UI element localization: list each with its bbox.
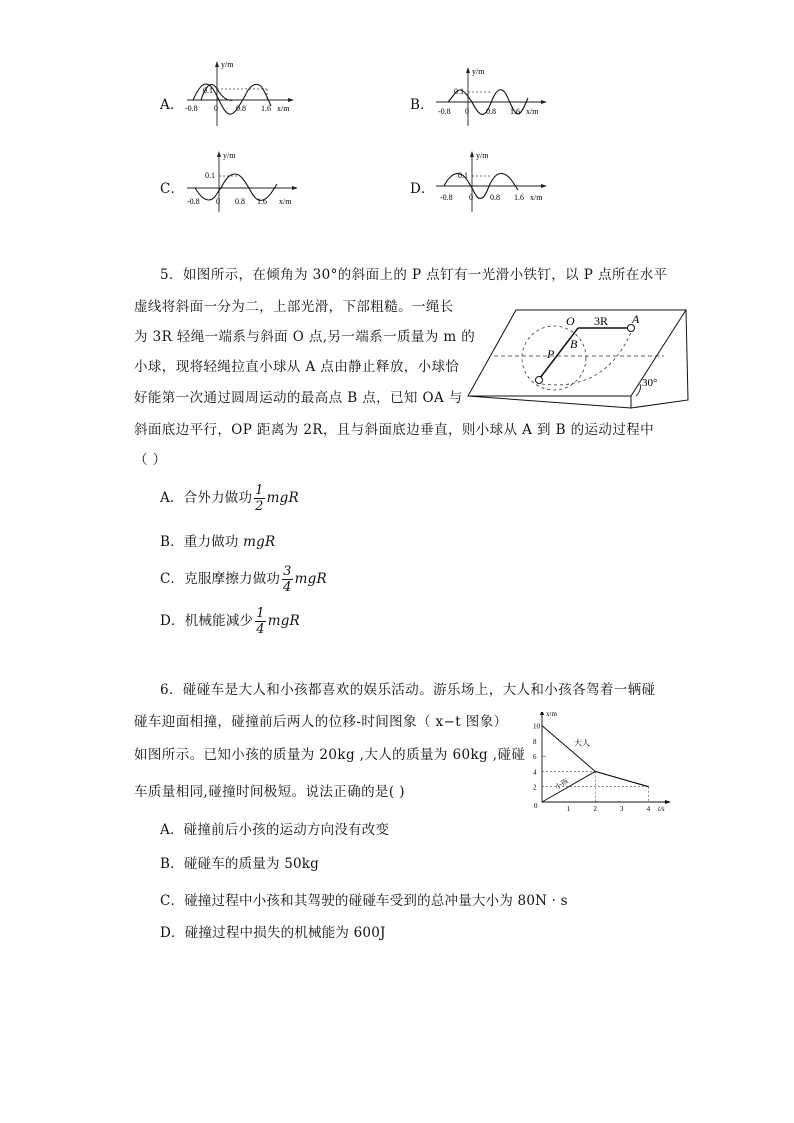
svg-text:-0.8: -0.8	[438, 107, 451, 116]
fraction: $\frac{1}{2}$	[255, 483, 264, 514]
q5-line-5: 好能第一次通过圆周运动的最高点 B 点，已知 OA 与	[134, 390, 463, 406]
y-tick-label: 6	[533, 753, 537, 762]
q4-option-a-label: A．	[160, 97, 184, 113]
svg-text:0.1: 0.1	[454, 87, 464, 96]
svg-text:y/m: y/m	[223, 151, 236, 160]
origin-label: 0	[534, 802, 538, 810]
y-axis-label: x/m	[546, 712, 557, 718]
svg-text:0: 0	[214, 104, 218, 113]
q5-answer-blank: （ ）	[134, 452, 167, 468]
q5-option-d[interactable]: D．机械能减少 $\frac{1}{4}$ mgR	[160, 606, 300, 637]
x-tick-label: 3	[620, 805, 624, 813]
q6-line-3: 如图所示。已知小孩的质量为 20kg ,大人的质量为 60kg ,碰碰	[134, 747, 526, 763]
svg-text:0.1: 0.1	[203, 86, 213, 95]
svg-text:0: 0	[469, 193, 473, 202]
x-axis-label: t/s	[658, 805, 665, 813]
x-tick-label: 4	[646, 805, 651, 813]
y-tick-label: 8	[533, 737, 537, 746]
svg-text:y/m: y/m	[476, 151, 489, 160]
q4-option-d-label: D．	[410, 181, 435, 197]
rope-segment	[540, 328, 578, 378]
svg-text:-0.8: -0.8	[187, 197, 200, 206]
q6-option-d[interactable]: D．碰撞过程中损失的机械能为 600J	[160, 925, 386, 941]
svg-text:0.8: 0.8	[235, 197, 245, 206]
svg-text:0.8: 0.8	[236, 104, 246, 113]
x-tick-label: 2	[593, 805, 597, 813]
svg-text:0.1: 0.1	[205, 171, 215, 180]
q4-option-c-label: C．	[160, 181, 185, 197]
svg-text:x/m: x/m	[277, 104, 290, 113]
fraction: $\frac{1}{4}$	[256, 606, 265, 637]
q5-line-2: 虚线将斜面一分为二，上部光滑，下部粗糙。一绳长	[134, 299, 454, 315]
q5-option-c[interactable]: C．克服摩擦力做功 $\frac{3}{4}$ mgR	[160, 564, 327, 595]
svg-text:1.6: 1.6	[257, 197, 267, 206]
svg-text:-0.8: -0.8	[185, 104, 198, 113]
x-axis-arrow	[665, 800, 671, 804]
svg-text:-0.8: -0.8	[440, 193, 453, 202]
series-label-adult: 大人	[574, 738, 590, 748]
xt-chart	[526, 712, 676, 816]
q5-line-6: 斜面底边平行，OP 距离为 2R，且与斜面底边垂直，则小球从 A 到 B 的运动过程中	[134, 422, 655, 438]
svg-text:0.1: 0.1	[458, 171, 468, 180]
q6-line-1: 6．碰碰车是大人和小孩都喜欢的娱乐活动。游乐场上，大人和小孩各驾着一辆碰	[160, 682, 656, 698]
svg-text:0: 0	[465, 107, 469, 116]
wave-graph-d	[432, 148, 550, 216]
svg-text:30°: 30°	[642, 377, 658, 389]
y-tick-label: 2	[533, 783, 537, 792]
ball	[536, 377, 543, 384]
y-tick-label: 10	[533, 722, 540, 731]
wave-graph-b	[432, 64, 550, 130]
q6-line-2: 碰车迎面相撞，碰撞前后两人的位移-时间图象（ x−t 图象）	[134, 714, 508, 730]
svg-text:1.6: 1.6	[510, 107, 520, 116]
q6-option-a[interactable]: A．碰撞前后小孩的运动方向没有改变	[160, 822, 390, 838]
svg-text:x/m: x/m	[526, 107, 539, 116]
fraction: $\frac{3}{4}$	[283, 564, 292, 595]
q5-option-b[interactable]: B．重力做功 mgR	[160, 534, 276, 550]
svg-text:x/m: x/m	[530, 193, 543, 202]
q6-option-b[interactable]: B．碰碰车的质量为 50kg	[160, 856, 320, 872]
x-tick-label: 1	[566, 805, 571, 813]
svg-text:B: B	[570, 337, 578, 351]
q5-option-a[interactable]: A．合外力做功 $\frac{1}{2}$ mgR	[160, 483, 299, 514]
q6-option-c[interactable]: C．碰撞过程中小孩和其驾驶的碰碰车受到的总冲量大小为 80N · s	[160, 893, 568, 909]
q5-line-3: 为 3R 轻绳一端系与斜面 O 点,另一端系一质量为 m 的	[134, 329, 476, 345]
svg-text:y/m: y/m	[472, 67, 485, 76]
q4-option-b-label: B．	[410, 97, 434, 113]
y-axis-arrow	[540, 712, 544, 715]
svg-text:A: A	[632, 312, 640, 326]
svg-text:0.8: 0.8	[486, 107, 496, 116]
svg-text:x/m: x/m	[279, 197, 292, 206]
incline-figure	[466, 300, 696, 412]
series-line-adult	[542, 726, 649, 787]
svg-text:O: O	[566, 314, 575, 328]
svg-text:1.6: 1.6	[261, 104, 271, 113]
y-tick-label: 4	[533, 768, 537, 777]
q5-line-1: 5．如图所示，在倾角为 30°的斜面上的 P 点钉有一光滑小铁钉，以 P 点所在水平	[160, 267, 668, 283]
wave-graph-c	[183, 148, 301, 216]
wave-graph-a	[183, 58, 298, 130]
y-axis-label: y/m	[221, 60, 234, 69]
svg-text:0.8: 0.8	[490, 193, 500, 202]
q5-line-4: 小球，现将轻绳拉直小球从 A 点由静止释放，小球恰	[134, 359, 460, 375]
q6-line-4: 车质量相同,碰撞时间极短。说法正确的是( )	[134, 784, 405, 800]
series-label-child: 小孩	[553, 777, 570, 792]
svg-text:P: P	[547, 347, 555, 361]
svg-text:0: 0	[216, 197, 220, 206]
svg-text:3R: 3R	[594, 314, 609, 328]
svg-text:1.6: 1.6	[514, 193, 524, 202]
